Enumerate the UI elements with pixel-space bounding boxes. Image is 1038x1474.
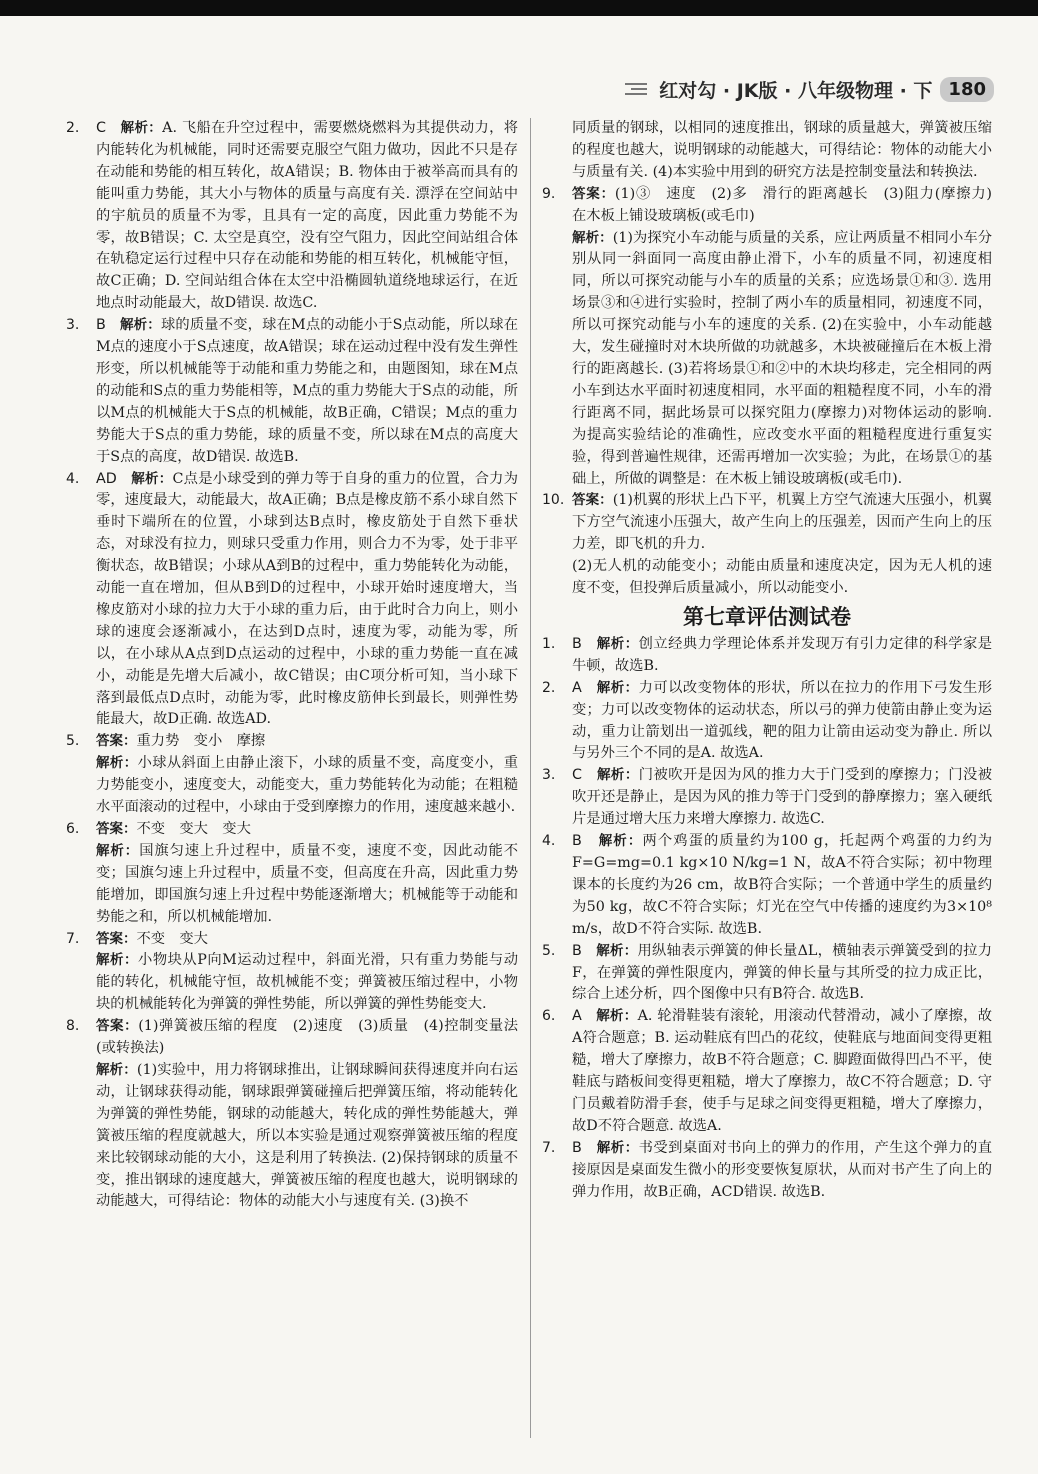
item-number: 1. <box>542 635 556 652</box>
analysis-label: 解析 <box>598 833 628 850</box>
answer-text: (1)③ 速度 (2)多 滑行的距离越长 (3)阻力(摩擦力) 在木板上铺设玻璃板(或毛巾) <box>572 185 1007 224</box>
page-number: 180 <box>940 77 994 102</box>
analysis-label: 解析 <box>96 1061 124 1078</box>
analysis-label: 解析 <box>120 120 149 136</box>
answer-label: 答案 <box>572 185 601 202</box>
answer-label: 答案 <box>96 930 123 947</box>
analysis-text: 国旗匀速上升过程中，质量不变，速度不变，因此动能不变；国旗匀速上升过程中，质量不变，但高度在升高，因此重力势能增加，即国旗匀速上升过程中势能逐渐增大；机械能等于动能和势能之和，所以机械能增加. <box>96 842 519 925</box>
analysis-label: 解析 <box>572 229 600 246</box>
analysis-text: 门被吹开是因为风的推力大于门受到的摩擦力；门没被吹开还是静止，是因为风的推力等于门受到的静摩擦力；塞入硬纸片是通过增大压力来增大摩擦力. 故选C. <box>572 767 993 828</box>
choice-answer: B <box>572 1139 582 1156</box>
analysis-text: (1)实验中，用力将钢球推出，让钢球瞬间获得速度并向右运动，让钢球获得动能，钢球跟弹簧碰撞后把弹簧压缩，将动能转化为弹簧的弹性势能，钢球的动能越大，转化成的弹性势能越大，弹簧被压缩的程度就越大，所以本实验是通过观察弹簧被压缩的程度来比较钢球动能的大小，这是利用了转换法. (2)保持钢球的质量不变，推出钢球的速度越大，弹簧被压缩的程度也越大，说明钢球的动能越大，可得结论：物体的动能大小与速度有关. (3)换不 <box>96 1061 519 1210</box>
answer-label: 答案 <box>96 821 123 837</box>
answer-label: 答案 <box>572 492 600 509</box>
analysis-text: 创立经典力学理论体系并发现万有引力定律的科学家是牛顿，故选B. <box>572 635 993 674</box>
answer-item: 7. B 解析：书受到桌面对书向上的弹力的作用，产生这个弹力的直接原因是桌面发生微小的形变要恢复原状，从而对书产生了向上的弹力作用，故B正确，ACD错误. 故选B. <box>542 1139 993 1200</box>
answer-item: 7. 答案：不变 变大 解析：小物块从P向M运动过程中，斜面光滑，只有重力势能与动能的转化，机械能守恒，故机械能不变；弹簧被压缩过程中，小物块的机械能转化为弹簧的弹性势能，所以弹簧的弹性势能变大. <box>66 930 519 1013</box>
analysis-text: 小物块从P向M运动过程中，斜面光滑，只有重力势能与动能的转化，机械能守恒，故机械能不变；弹簧被压缩过程中，小物块的机械能转化为弹簧的弹性势能，所以弹簧的弹性势能变大. <box>96 952 519 1013</box>
answer-label: 答案 <box>96 1018 125 1035</box>
item-number: 2. <box>66 120 80 136</box>
answer-item: 2. C 解析：A. 飞船在升空过程中，需要燃烧燃料为其提供动力，将内能转化为机械能，同时还需要克服空气阻力做功，因此不只是存在动能和势能的相互转化，故A错误；B. 物体由于被举高而具有的能叫重力势能，其大小与物体的质量与高度有关. 漂浮在空间站中的宇航员的质量不为零，且具有一定的高度，因此重力势能不为零，故B错误；C. 太空是真空，没有空气阻力，因此空间站组合体在轨稳定运行过程中只存在动能和势能的相互转化，机械能守恒，故C正确；D. 空间站组合体在太空中沿椭圆轨道绕地球运行，在近地点时动能最大，故D错误. 故选C. <box>66 120 519 312</box>
choice-answer: AD <box>96 470 117 487</box>
analysis-text: (1)为探究小车动能与质量的关系，应让两质量不相同小车分别从同一斜面同一高度由静止滑下，小车的质量不同，初速度相同，所以可探究动能与小车的质量的关系；应选场景①和③. 选用场景③和④进行实验时，控制了两小车的质量相同，初速度不同，所以可探究动能与小车的速度的关系. (2)在实验中，小车动能越大，发生碰撞时对木块所做的功就越多，木块被碰撞后在木板上滑行的距离越长. (3)若将场景①和②中的木块均移走，完全相同的两小车到达水平面时初速度相同，水平面的粗糙程度不同，小车的滑行距离不同，据此场景可以探究阻力(摩擦力)对物体运动的影响. 为提高实验结论的准确性，应改变水平面的粗糙程度进行重复实验，得到普遍性规律，还需再增加一次实验；为此，在场景①的基础上，所做的调整是：在木板上铺设玻璃板(或毛巾). <box>572 229 993 487</box>
answer-text: 不变 变大 <box>136 930 208 947</box>
header-lines-icon <box>625 83 647 95</box>
analysis-label: 解析 <box>596 1008 624 1025</box>
analysis-label: 解析 <box>96 842 125 859</box>
answer-item: 4. AD 解析：C点是小球受到的弹力等于自身的重力的位置，合力为零，速度最大，动能最大，故A正确；B点是橡皮筋不系小球自然下垂时下端所在的位置，小球到达B点时，橡皮筋处于自然下垂状态，对球没有拉力，则球只受重力作用，则合力不为零，处于非平衡状态，故B错误；小球从A到B的过程中，重力势能转化为动能，动能一直在增加，但从B到D的过程中，小球开始时速度增大，当橡皮筋对小球的拉力大于小球的重力后，由于此时合力向上，则小球的速度会逐渐减小，在达到D点时，速度为零，动能为零，所以，在小球从A点到D点运动的过程中，小球的重力势能一直在减小，动能是先增大后减小，故C错误；由C项分析可知，当小球下落到最低点D点时，动能为零，此时橡皮筋伸长到最长，则弹性势能最大，故D正确. 故选AD. <box>66 470 519 728</box>
analysis-text: 书受到桌面对书向上的弹力的作用，产生这个弹力的直接原因是桌面发生微小的形变要恢复原状，从而对书产生了向上的弹力作用，故B正确，ACD错误. 故选B. <box>572 1139 993 1200</box>
analysis-label: 解析 <box>131 470 159 487</box>
analysis-label: 解析 <box>96 952 125 969</box>
answer-item: 6. 答案：不变 变大 变大 解析：国旗匀速上升过程中，质量不变，速度不变，因此动能不变；国旗匀速上升过程中，质量不变，但高度在升高，因此重力势能增加，即国旗匀速上升过程中势能逐渐增大；机械能等于动能和势能之和，所以机械能增加. <box>66 821 519 925</box>
choice-answer: B <box>96 317 106 334</box>
right-column <box>542 118 1007 1204</box>
answer-text: (1)机翼的形状上凸下平，机翼上方空气流速大压强小，机翼下方空气流速小压强大，故产生向上的压强差，因而产生向上的压力差，即飞机的升力. <box>572 492 993 553</box>
answer-text: 不变 变大 变大 <box>136 821 251 837</box>
analysis-text: A. 轮滑鞋装有滚轮，用滚动代替滑动，减小了摩擦，故A符合题意；B. 运动鞋底有凹凸的花纹，使鞋底与地面间变得更粗糙，增大了摩擦力，故B不符合题意；C. 脚蹬面做得凹凸不平，使鞋底与踏板间变得更粗糙，增大了摩擦力，故C不符合题意；D. 守门员戴着防滑手套，使手与足球之间变得更粗糙，增大了摩擦力，故D不符合题意. 故选A. <box>572 1008 993 1134</box>
item-number: 2. <box>542 679 556 696</box>
choice-answer: B <box>572 942 582 959</box>
analysis-label: 解析 <box>119 317 148 334</box>
chapter-title: 第七章评估测试卷 <box>683 604 851 629</box>
top-scan-border <box>0 0 1038 16</box>
item-number: 4. <box>66 470 80 487</box>
left-column <box>66 118 518 1213</box>
answer-item: 4. B 解析：两个鸡蛋的质量约为100 g，托起两个鸡蛋的力约为F=G=mg=0.1 kg×10 N/kg=1 N，故A不符合实际；初中物理课本的长度约为26 cm，故B符合实际；一个普通中学生的质量约为50 kg，故C不符合实际；灯光在空气中传播的速度约为3×10⁸ m/s，故D不符合实际. 故选B. <box>542 833 993 937</box>
continuation-text <box>542 118 992 184</box>
analysis-text: 力可以改变物体的形状，所以在拉力的作用下弓发生形变；力可以改变物体的运动状态，所以弓的弹力使箭由静止变为运动，重力让箭划出一道弧线，靶的阻力让箭由运动变为静止. 所以与另外三个不同的是A. 故选A. <box>572 679 993 762</box>
analysis-label: 解析 <box>596 942 624 959</box>
answer-item: 3. C 解析：门被吹开是因为风的推力大于门受到的摩擦力；门没被吹开还是静止，是因为风的推力等于门受到的静摩擦力；塞入硬纸片是通过增大压力来增大摩擦力. 故选C. <box>542 767 993 828</box>
analysis-text: 两个鸡蛋的质量约为100 g，托起两个鸡蛋的力约为F=G=mg=0.1 kg×10 N/kg=1 N，故A不符合实际；初中物理课本的长度约为26 cm，故B符合实际；一个普通中学生的质量约为50 kg，故C不符合实际；灯光在空气中传播的速度约为3×10⁸ m/s，故D不符合实际. 故选B. <box>572 833 993 937</box>
answer-item: 1. B 解析：创立经典力学理论体系并发现万有引力定律的科学家是牛顿，故选B. <box>542 635 993 674</box>
analysis-text: 球的质量不变，球在M点的动能小于S点动能，所以球在M点的速度小于S点速度，故A错误；球在运动过程中没有发生弹性形变，所以机械能等于动能和重力势能之和，由题图知，球在M点的动能和S点的重力势能相等，M点的重力势能大于S点的动能，所以M点的机械能大于S点的机械能，故B正确，C错误；M点的重力势能大于S点的重力势能，球的质量不变，所以球在M点的高度大于S点的高度，故D错误. 故选B. <box>96 317 519 465</box>
answer-item: 5. B 解析：用纵轴表示弹簧的伸长量ΔL，横轴表示弹簧受到的拉力F，在弹簧的弹性限度内，弹簧的伸长量与其所受的拉力成正比，综合上述分析，四个图像中只有B符合. 故选B. <box>542 942 993 1003</box>
answer-text: 重力势 变小 摩擦 <box>136 733 266 750</box>
analysis-text: 同质量的钢球，以相同的速度推出，钢球的质量越大，弹簧被压缩的程度也越大，说明钢球的动能越大，可得结论：物体的动能大小与质量有关. (4)本实验中用到的研究方法是控制变量法和转换法. <box>572 120 992 180</box>
answer-item: 5. 答案：重力势 变小 摩擦 解析：小球从斜面上由静止滚下，小球的质量不变，高度变小，重力势能变小，速度变大，动能变大，重力势能转化为动能；在粗糙水平面滚动的过程中，小球由于受到摩擦力的作用，速度越来越小. <box>66 733 519 816</box>
analysis-text: A. 飞船在升空过程中，需要燃烧燃料为其提供动力，将内能转化为机械能，同时还需要克服空气阻力做功，因此不只是存在动能和势能的相互转化，故A错误；B. 物体由于被举高而具有的能叫重力势能，其大小与物体的质量与高度有关. 漂浮在空间站中的宇航员的质量不为零，且具有一定的高度，因此重力势能不为零，故B错误；C. 太空是真空，没有空气阻力，因此空间站组合体在轨稳定运行过程中只存在动能和势能的相互转化，机械能守恒，故C正确；D. 空间站组合体在太空中沿椭圆轨道绕地球运行，在近地点时动能最大，故D错误. 故选C. <box>96 120 519 312</box>
choice-answer: B <box>572 833 582 850</box>
analysis-label: 解析 <box>596 679 625 696</box>
choice-answer: A <box>572 679 582 696</box>
choice-answer: C <box>96 120 106 136</box>
item-number: 7. <box>542 1139 556 1156</box>
item-number: 8. <box>66 1018 80 1035</box>
analysis-label: 解析 <box>596 635 625 652</box>
column-divider <box>530 118 531 1438</box>
analysis-label: 解析 <box>596 767 625 784</box>
answer-item: 6. A 解析：A. 轮滑鞋装有滚轮，用滚动代替滑动，减小了摩擦，故A符合题意；B. 运动鞋底有凹凸的花纹，使鞋底与地面间变得更粗糙，增大了摩擦力，故B不符合题意；C. 脚蹬面做得凹凸不平，使鞋底与踏板间变得更粗糙，增大了摩擦力，故C不符合题意；D. 守门员戴着防滑手套，使手与足球之间变得更粗糙，增大了摩擦力，故D不符合题意. 故选A. <box>542 1008 993 1134</box>
page-header <box>625 74 994 104</box>
choice-answer: C <box>572 767 582 784</box>
answer-item: 10. 答案：(1)机翼的形状上凸下平，机翼上方空气流速大压强小，机翼下方空气流速小压强大，故产生向上的压强差，因而产生向上的压力差，即飞机的升力. (2)无人机的动能变小；动能由质量和速度决定，因为无人机的速度不变，但投弹后质量减小，所以动能变小. <box>542 492 993 597</box>
item-number: 3. <box>542 767 556 784</box>
choice-answer: B <box>572 635 582 652</box>
item-number: 3. <box>66 317 80 334</box>
answer-item: 2. A 解析：力可以改变物体的形状，所以在拉力的作用下弓发生形变；力可以改变物体的运动状态，所以弓的弹力使箭由静止变为运动，重力让箭划出一道弧线，靶的阻力让箭由运动变为静止. 所以与另外三个不同的是A. 故选A. <box>542 679 993 762</box>
item-number: 6. <box>66 821 80 837</box>
analysis-text: C点是小球受到的弹力等于自身的重力的位置，合力为零，速度最大，动能最大，故A正确；B点是橡皮筋不系小球自然下垂时下端所在的位置，小球到达B点时，橡皮筋处于自然下垂状态，对球没有拉力，则球只受重力作用，则合力不为零，处于非平衡状态，故B错误；小球从A到B的过程中，重力势能转化为动能，动能一直在增加，但从B到D的过程中，小球开始时速度增大，当橡皮筋对小球的拉力大于小球的重力后，由于此时合力向上，则小球的速度会逐渐减小，在达到D点时，速度为零，动能为零，所以，在小球从A点到D点运动的过程中，小球的重力势能一直在减小，动能是先增大后减小，故C错误；由C项分析可知，当小球下落到最低点D点时，动能为零，此时橡皮筋伸长到最长，则弹性势能最大，故D正确. 故选AD. <box>96 470 519 728</box>
answer-item: 9. 答案：(1)③ 速度 (2)多 滑行的距离越长 (3)阻力(摩擦力) 在木板上铺设玻璃板(或毛巾) 解析：(1)为探究小车动能与质量的关系，应让两质量不相同小车分别从同一斜面同一高度由静止滑下，小车的质量不同，初速度相同，所以可探究动能与小车的质量的关系；应选场景①和③. 选用场景③和④进行实验时，控制了两小车的质量相同，初速度不同，所以可探究动能与小车的速度的关系. (2)在实验中，小车动能越大，发生碰撞时对木块所做的功就越多，木块被碰撞后在木板上滑行的距离越长. (3)若将场景①和②中的木块均移走，完全相同的两小车到达水平面时初速度相同，水平面的粗糙程度不同，小车的滑行距离不同，据此场景可以探究阻力(摩擦力)对物体运动的影响. 为提高实验结论的准确性，应改变水平面的粗糙程度进行重复实验，得到普遍性规律，还需再增加一次实验；为此，在场景①的基础上，所做的调整是：在木板上铺设玻璃板(或毛巾). <box>542 185 1007 487</box>
series-title: 红对勾 · JK版 · 八年级物理 · 下 <box>659 79 933 102</box>
item-number: 10. <box>542 492 565 509</box>
item-number: 4. <box>542 833 556 850</box>
answer-label: 答案 <box>96 733 123 750</box>
analysis-text: 小球从斜面上由静止滚下，小球的质量不变，高度变小，重力势能变小，速度变大，动能变大，重力势能转化为动能；在粗糙水平面滚动的过程中，小球由于受到摩擦力的作用，速度越来越小. <box>96 755 519 816</box>
item-number: 6. <box>542 1008 556 1025</box>
analysis-label: 解析 <box>96 755 124 772</box>
answer-extra-text: (2)无人机的动能变小；动能由质量和速度决定，因为无人机的速度不变，但投弹后质量减小，所以动能变小. <box>572 558 992 597</box>
answer-text: (1)弹簧被压缩的程度 (2)速度 (3)质量 (4)控制变量法(或转换法) <box>96 1018 518 1057</box>
item-number: 5. <box>66 733 80 750</box>
item-number: 7. <box>66 930 80 947</box>
item-number: 5. <box>542 942 556 959</box>
item-number: 9. <box>542 185 556 202</box>
answer-item: 3. B 解析：球的质量不变，球在M点的动能小于S点动能，所以球在M点的速度小于S点速度，故A错误；球在运动过程中没有发生弹性形变，所以机械能等于动能和重力势能之和，由题图知，球在M点的动能和S点的重力势能相等，M点的重力势能大于S点的动能，所以M点的机械能大于S点的机械能，故B正确，C错误；M点的重力势能大于S点的重力势能，球的质量不变，所以球在M点的高度大于S点的高度，故D错误. 故选B. <box>66 317 519 465</box>
analysis-text: 用纵轴表示弹簧的伸长量ΔL，横轴表示弹簧受到的拉力F，在弹簧的弹性限度内，弹簧的伸长量与其所受的拉力成正比，综合上述分析，四个图像中只有B符合. 故选B. <box>572 942 993 1003</box>
analysis-label: 解析 <box>596 1139 625 1156</box>
answer-item: 8. 答案：(1)弹簧被压缩的程度 (2)速度 (3)质量 (4)控制变量法(或转换法) 解析：(1)实验中，用力将钢球推出，让钢球瞬间获得速度并向右运动，让钢球获得动能，钢球跟弹簧碰撞后把弹簧压缩，将动能转化为弹簧的弹性势能，钢球的动能越大，转化成的弹性势能越大，弹簧被压缩的程度就越大，所以本实验是通过观察弹簧被压缩的程度来比较钢球动能的大小，这是利用了转换法. (2)保持钢球的质量不变，推出钢球的速度越大，弹簧被压缩的程度也越大，说明钢球的动能越大，可得结论：物体的动能大小与速度有关. (3)换不 <box>66 1018 519 1210</box>
choice-answer: A <box>572 1008 582 1025</box>
